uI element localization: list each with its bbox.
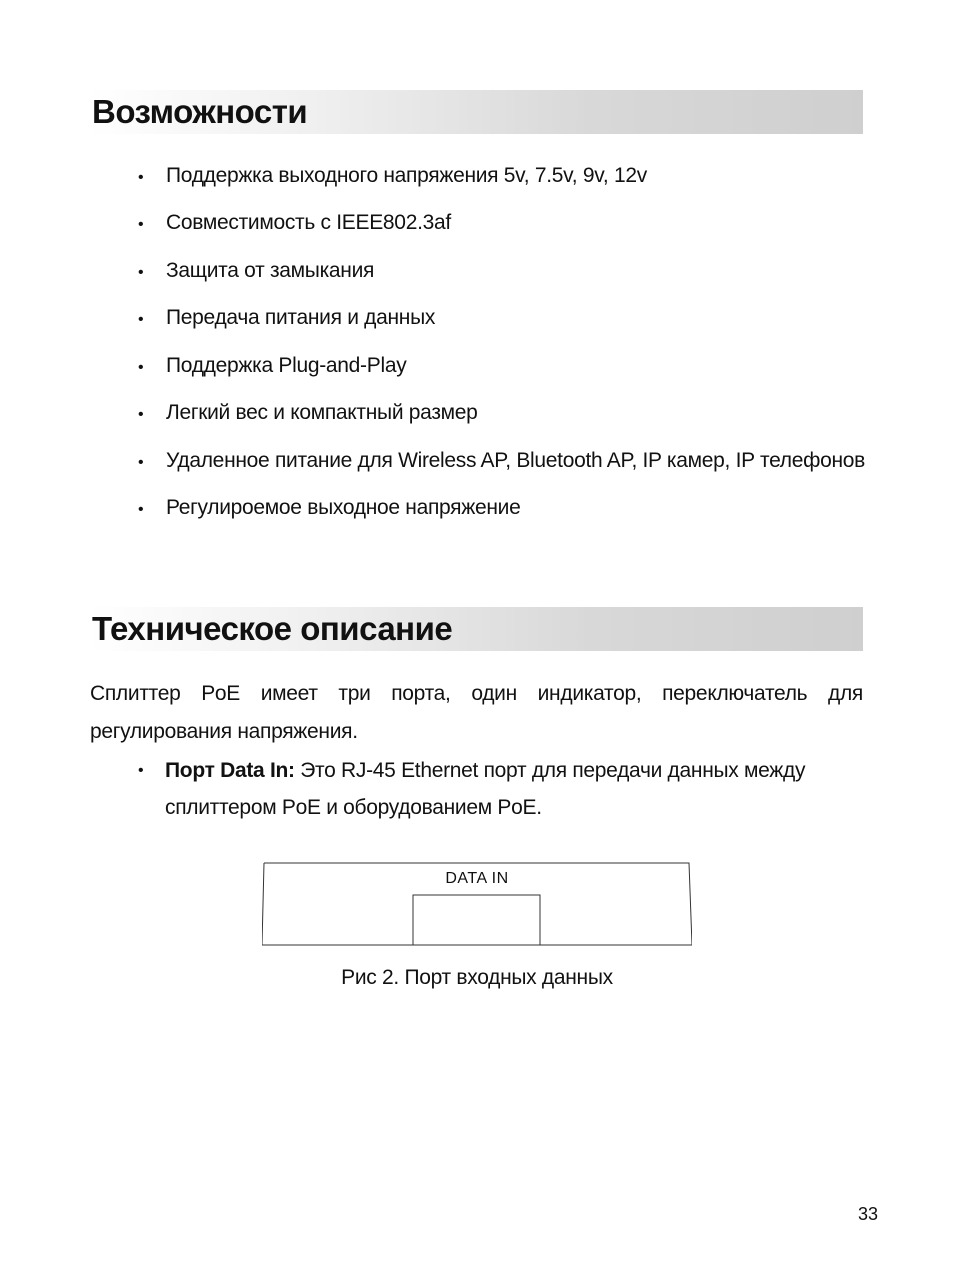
bullet-icon: • <box>138 359 144 376</box>
bullet-icon: • <box>138 762 144 779</box>
port-description <box>165 752 863 826</box>
bullet-icon: • <box>138 264 144 281</box>
list-item: • Регулироемое выходное напряжение <box>138 493 521 523</box>
page-number: 33 <box>858 1204 879 1224</box>
list-item: • Защита от замыкания <box>138 256 374 286</box>
port-label-text: DATA IN <box>445 870 509 887</box>
list-item: • Легкий вес и компактный размер <box>138 398 478 428</box>
tech-intro-paragraph: Сплиттер PoE имеет три порта, один индикатор, переключатель для регулирования напряжения. <box>90 682 863 743</box>
list-item: • Совместимость с IEEE802.3af <box>138 208 451 238</box>
features-heading: Возможности <box>92 93 308 130</box>
rj45-port-outline <box>413 895 540 945</box>
data-in-port-figure <box>262 862 692 946</box>
tech-heading-bar <box>90 607 863 651</box>
list-item: • Передача питания и данных <box>138 303 435 333</box>
figure-caption: Рис 2. Порт входных данных <box>341 966 613 989</box>
list-item: • Удаленное питание для Wireless AP, Bluetooth AP, IP камер, IP телефонов <box>138 446 865 476</box>
bullet-icon: • <box>138 406 144 423</box>
features-heading-bar <box>90 90 863 134</box>
tech-heading: Техническое описание <box>92 610 453 647</box>
port-label: Порт Data In: <box>165 759 295 782</box>
bullet-icon: • <box>138 169 144 186</box>
port-data-in-item <box>138 752 863 826</box>
list-item: • Поддержка Plug-and-Play <box>138 351 406 381</box>
bullet-icon: • <box>138 216 144 233</box>
bullet-icon: • <box>138 501 144 518</box>
port-text: Это RJ-45 Ethernet порт для передачи данных между сплиттером PoE и оборудованием PoE. <box>165 759 806 819</box>
bullet-icon: • <box>138 311 144 328</box>
bullet-icon: • <box>138 454 144 471</box>
list-item: • Поддержка выходного напряжения 5v, 7.5v, 9v, 12v <box>138 161 647 191</box>
